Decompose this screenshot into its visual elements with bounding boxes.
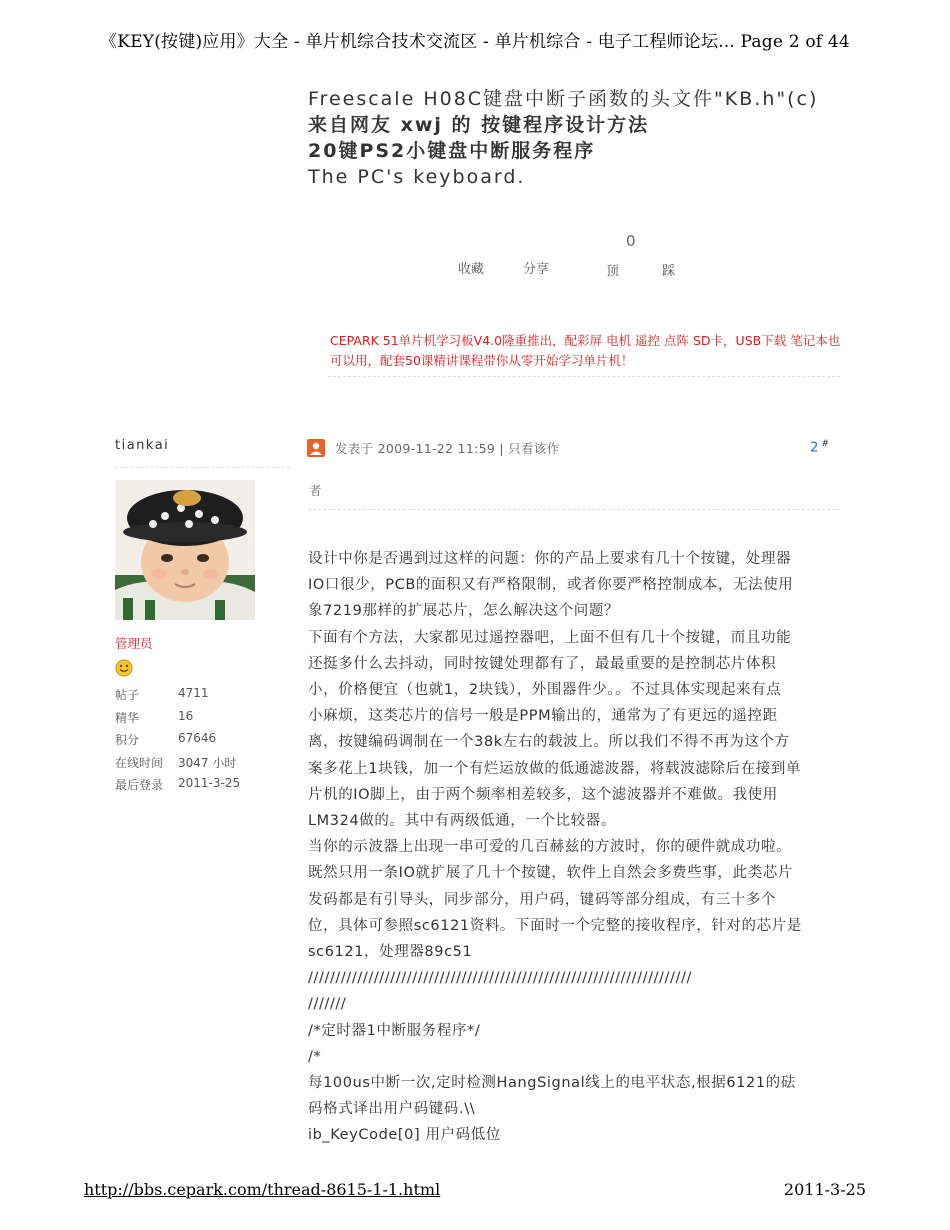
post-line: 片机的IO脚上，由于两个频率相差较多，这个滤波器并不难做。我使用 <box>308 786 778 803</box>
user-stat-row <box>115 686 240 709</box>
user-stat-row <box>115 776 240 799</box>
post-line: 设计中你是否遇到过这样的问题：你的产品上要求有几十个按键，处理器 <box>308 551 792 567</box>
favorite-button[interactable]: 收藏 <box>458 262 485 277</box>
post-line: sc6121，处理器89c51 <box>308 944 473 961</box>
avatar[interactable] <box>115 480 255 620</box>
post-line: 下面有个方法，大家都见过遥控器吧，上面不但有几十个按键，而且功能 <box>308 629 792 646</box>
post-line: /* <box>308 1048 322 1065</box>
footer-date: 2011-3-25 <box>783 1180 866 1199</box>
user-stat-label: 精华 <box>115 710 140 725</box>
related-title-link[interactable]: The PC's keyboard. <box>308 166 526 188</box>
post-line: 当你的示波器上出现一串可爱的几百赫兹的方波时，你的硬件就成功啦。 <box>308 839 792 856</box>
user-stat-label: 帖子 <box>115 688 140 702</box>
post-meta-cont: 者 <box>309 483 322 498</box>
post-line: 离，按键编码调制在一个38k左右的载波上。所以我们不得不再为这个方 <box>308 734 790 751</box>
user-stat-row <box>115 709 240 732</box>
user-role: 管理员 <box>115 636 153 651</box>
divider <box>308 509 840 510</box>
user-stat-value: 3047 小时 <box>178 755 237 770</box>
post-stats <box>440 230 700 290</box>
floor-hash: # <box>821 439 829 449</box>
author-name[interactable]: tiankai <box>115 438 170 453</box>
post-line: 既然只用一条IO就扩展了几十个按键，软件上自然会多费些事，此类芯片 <box>308 865 793 882</box>
user-stat-row <box>115 731 240 754</box>
post-line: 小，价格便宜（也就1，2块钱），外围器件少。。不过具体实现起来有点 <box>308 682 782 699</box>
user-stat-label: 最后登录 <box>115 778 164 792</box>
post-line: 每100us中断一次,定时检测HangSignal线上的电平状态,根据6121的砝 <box>308 1075 796 1092</box>
footer-url-link[interactable]: http://bbs.cepark.com/thread-8615-1-1.html <box>84 1180 441 1199</box>
vote-count: 0 <box>626 232 636 250</box>
post-line: 还挺多什么去抖动，同时按键处理都有了，最最重要的是控制芯片体积 <box>308 655 777 672</box>
post-line: 案多花上1块钱，加一个有烂运放做的低通滤波器，将载波滤除后在接到单 <box>308 760 802 777</box>
related-title-link[interactable]: 20键PS2小键盘中断服务程序 <box>308 140 596 162</box>
post-meta-bar <box>307 437 839 459</box>
user-stat-value: 16 <box>178 708 194 723</box>
post-line: 位，具体可参照sc6121资料。下面时一个完整的接收程序，针对的芯片是 <box>308 917 802 934</box>
user-stat-value: 2011-3-25 <box>178 776 241 790</box>
post-line: ////////////////////////////////////////////////////////////////////// <box>308 970 692 987</box>
post-line: IO口很少，PCB的面积又有严格限制，或者你要严格控制成本，无法使用 <box>308 577 794 594</box>
user-stat-value: 4711 <box>178 686 209 700</box>
post-line: /////// <box>308 996 347 1013</box>
post-line: ib_KeyCode[0] 用户码低位 <box>308 1127 501 1144</box>
floor-value: 2 <box>810 440 819 456</box>
related-titles <box>308 86 868 190</box>
divider <box>328 376 840 377</box>
post-line: 象7219那样的扩展芯片，怎么解决这个问题？ <box>308 603 620 620</box>
upvote-button[interactable]: 顶 <box>606 264 620 279</box>
post-line: 小麻烦，这类芯片的信号一般是PPM输出的，通常为了有更远的遥控距 <box>308 708 778 725</box>
share-button[interactable]: 分享 <box>523 262 550 277</box>
user-stat-label: 在线时间 <box>115 755 164 770</box>
user-stats <box>115 686 240 799</box>
post-content <box>308 546 842 1149</box>
post-line: 发码都是有引导头，同步部分，用户码，键码等部分组成，有三十多个 <box>308 891 777 908</box>
downvote-button[interactable]: 踩 <box>662 264 676 279</box>
user-stat-row <box>115 754 240 777</box>
floor-number[interactable] <box>810 439 829 455</box>
promo-ad-link[interactable]: CEPARK 51单片机学习板V4.0隆重推出，配彩屏 电机 遥控 点阵 SD卡，USB下载 笔记本也可以用，配套50课精讲课程带你从零开始学习单片机！ <box>330 333 841 368</box>
post-line: 码格式译出用户码键码.\\ <box>308 1101 476 1118</box>
user-post-icon <box>307 439 325 457</box>
divider <box>115 467 290 468</box>
avatar-image <box>115 480 255 620</box>
user-stat-value: 67646 <box>178 731 217 745</box>
user-stat-label: 积分 <box>115 733 140 747</box>
related-title-link[interactable]: 来自网友 xwj 的 按键程序设计方法 <box>308 114 650 136</box>
smile-icon <box>115 659 133 677</box>
page-header: 《KEY(按键)应用》大全 - 单片机综合技术交流区 - 单片机综合 - 电子工程师论坛... Page 2 of 44 <box>100 32 850 52</box>
related-title-link[interactable]: Freescale H08C键盘中断子函数的头文件"KB.h"(c) <box>308 88 819 110</box>
post-line: /*定时器1中断服务程序*/ <box>308 1022 481 1039</box>
post-meta[interactable]: 发表于 2009-11-22 11:59 | 只看该作 <box>335 441 560 456</box>
post-line: LM324做的。其中有两级低通，一个比较器。 <box>308 813 616 830</box>
